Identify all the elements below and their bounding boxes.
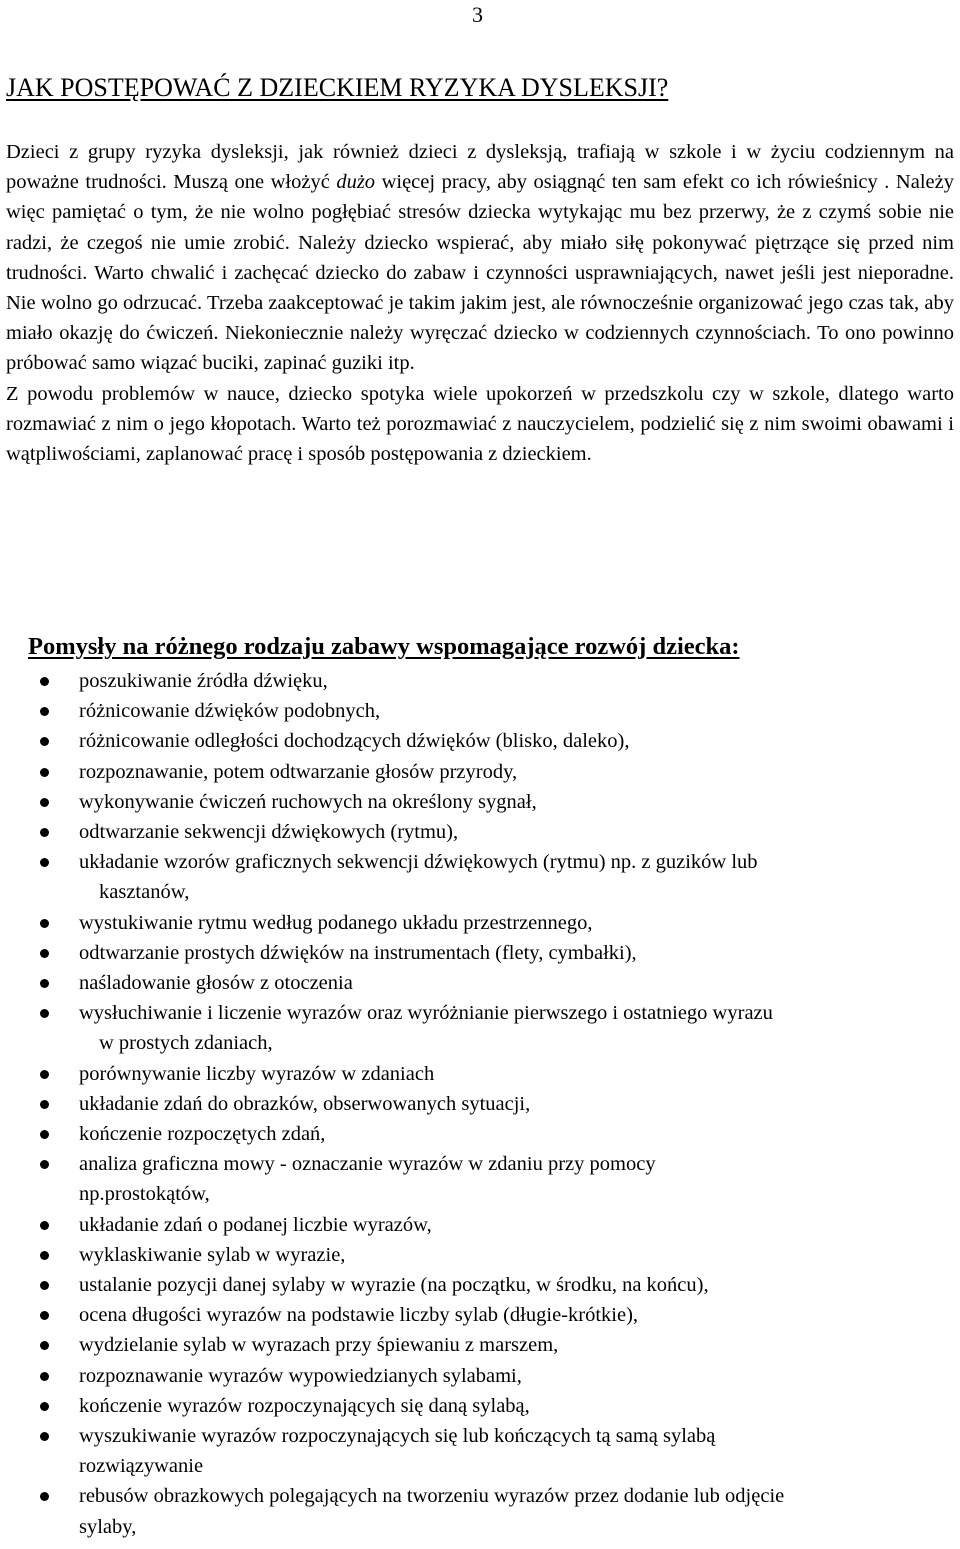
bullet-icon bbox=[40, 1281, 49, 1290]
bullet-icon bbox=[40, 1311, 49, 1320]
list-item bbox=[0, 1240, 960, 1270]
list-item bbox=[0, 1421, 960, 1481]
list-item bbox=[0, 938, 960, 968]
bullet-icon bbox=[40, 979, 49, 988]
intro-part-1: Dzieci z grupy ryzyka dysleksji, jak również dzieci z dysleksją, trafiają w szkole i w życiu codziennym na poważne trudności. Muszą one włożyć bbox=[6, 141, 954, 194]
list-item bbox=[0, 787, 960, 817]
bullet-icon bbox=[40, 858, 49, 867]
list-item-text: porównywanie liczby wyrazów w zdaniach bbox=[79, 1062, 435, 1085]
list-item-text: wystukiwanie rytmu według podanego układu przestrzennego, bbox=[79, 911, 593, 934]
bullet-icon bbox=[40, 828, 49, 837]
intro-paragraph-2: Z powodu problemów w nauce, dziecko spotyka wiele upokorzeń w przedszkolu czy w szkole, dlatego warto rozmawiać z nim o jego kłopotach. Warto też porozmawiać z nauczycielem, podzielić się z nim swoimi obawami i wątpliwościami, zaplanować pracę i sposób postępowania z dzieckiem. bbox=[6, 382, 954, 466]
list-item bbox=[0, 1059, 960, 1089]
list-item bbox=[0, 1270, 960, 1300]
list-item-text: ustalanie pozycji danej sylaby w wyrazie (na początku, w środku, na końcu), bbox=[79, 1274, 709, 1297]
bullet-icon bbox=[40, 949, 49, 958]
intro-paragraph-1 bbox=[6, 137, 954, 379]
bullet-icon bbox=[40, 1251, 49, 1260]
list-item-continuation: w prostych zdaniach, bbox=[99, 1032, 273, 1055]
list-item-text: rozpoznawanie, potem odtwarzanie głosów przyrody, bbox=[79, 760, 518, 783]
list-item-text: naśladowanie głosów z otoczenia bbox=[79, 972, 353, 995]
list-item bbox=[0, 908, 960, 938]
list-item-continuation: kasztanów, bbox=[99, 881, 190, 904]
list-item-text: poszukiwanie źródła dźwięku, bbox=[79, 670, 328, 692]
list-item-continuation: rozwiązywanie bbox=[79, 1455, 204, 1478]
list-item bbox=[0, 1210, 960, 1240]
bullet-icon bbox=[40, 1432, 49, 1441]
list-item-text: wysłuchiwanie i liczenie wyrazów oraz wyróżnianie pierwszego i ostatniego wyrazu bbox=[79, 1002, 773, 1025]
list-item bbox=[0, 1089, 960, 1119]
list-item-text: wykonywanie ćwiczeń ruchowych na określony sygnał, bbox=[79, 790, 537, 813]
list-item-text: różnicowanie dźwięków podobnych, bbox=[79, 700, 381, 723]
list-item-text: odtwarzanie prostych dźwięków na instrumentach (flety, cymbałki), bbox=[79, 941, 637, 964]
bullet-icon bbox=[40, 768, 49, 777]
list-item-text: rebusów obrazkowych polegających na tworzeniu wyrazów przez dodanie lub odjęcie bbox=[79, 1485, 785, 1508]
list-item-text: układanie zdań o podanej liczbie wyrazów, bbox=[79, 1213, 432, 1236]
list-item-text: odtwarzanie sekwencji dźwiękowych (rytmu), bbox=[79, 821, 459, 844]
list-item-text: ocena długości wyrazów na podstawie liczby sylab (długie-krótkie), bbox=[79, 1304, 639, 1327]
list-item bbox=[0, 757, 960, 787]
page-heading: JAK POSTĘPOWAĆ Z DZIECKIEM RYZYKA DYSLEKSJI? bbox=[6, 73, 669, 102]
list-item bbox=[0, 847, 960, 907]
list-item-text: kończenie rozpoczętych zdań, bbox=[79, 1123, 326, 1146]
list-item-text: wydzielanie sylab w wyrazach przy śpiewaniu z marszem, bbox=[79, 1334, 559, 1357]
bullet-icon bbox=[40, 1221, 49, 1230]
bullet-icon bbox=[40, 798, 49, 807]
bullet-icon bbox=[40, 1100, 49, 1109]
intro-part-2: więcej pracy, aby osiągnąć ten sam efekt co ich rówieśnicy . Należy więc pamiętać o tym, że nie wolno pogłębiać stresów dziecka wytykając mu bez przerwy, że z czymś sobie nie radzi, że czegoś nie umie zrobić. Należy dziecko wspierać, aby miało siłę pokonywać piętrzące się przed nim trudności. Warto chwalić i zachęcać dziecko do zabaw i czynności usprawniających, nawet jeśli jest nieporadne. Nie wolno go odrzucać. Trzeba zaakceptować je takim jakim jest, ale równocześnie organizować jego czas tak, aby miało okazję do ćwiczeń. Niekoniecznie należy wyręczać dziecko w codziennych czynnościach. To ono powinno próbować samo wiązać buciki, zapinać guziki itp. bbox=[6, 171, 954, 375]
bullet-icon bbox=[40, 1372, 49, 1381]
list-item bbox=[0, 1300, 960, 1330]
list-item bbox=[0, 968, 960, 998]
list-item-continuation: sylaby, bbox=[79, 1515, 137, 1538]
list-item bbox=[0, 1481, 960, 1541]
list-item bbox=[0, 1119, 960, 1149]
list-item-text: analiza graficzna mowy - oznaczanie wyrazów w zdaniu przy pomocy bbox=[79, 1153, 656, 1176]
list-item bbox=[0, 998, 960, 1058]
list-item-text: rozpoznawanie wyrazów wypowiedzianych sylabami, bbox=[79, 1364, 522, 1387]
list-item-text: układanie wzorów graficznych sekwencji dźwiękowych (rytmu) np. z guzików lub bbox=[79, 851, 758, 874]
page-number: 3 bbox=[472, 2, 483, 27]
list-item bbox=[0, 1330, 960, 1360]
list-item bbox=[0, 1361, 960, 1391]
bullet-icon bbox=[40, 737, 49, 746]
list-item bbox=[0, 726, 960, 756]
list-item bbox=[0, 666, 960, 696]
list-item-text: układanie zdań do obrazków, obserwowanych sytuacji, bbox=[79, 1092, 531, 1115]
list-item bbox=[0, 696, 960, 726]
list-item bbox=[0, 817, 960, 847]
list-item-text: wyklaskiwanie sylab w wyrazie, bbox=[79, 1243, 346, 1266]
bullet-icon bbox=[40, 707, 49, 716]
intro-text bbox=[6, 137, 954, 469]
list-item-text: różnicowanie odległości dochodzących dźwięków (blisko, daleko), bbox=[79, 730, 630, 753]
list-item-text: kończenie wyrazów rozpoczynających się daną sylabą, bbox=[79, 1394, 530, 1417]
list-item-text: wyszukiwanie wyrazów rozpoczynających się lub kończących tą samą sylabą bbox=[79, 1425, 716, 1448]
bullet-icon bbox=[40, 1009, 49, 1018]
bullet-icon bbox=[40, 1492, 49, 1501]
bullet-icon bbox=[40, 1070, 49, 1079]
list-item-continuation: np.prostokątów, bbox=[79, 1183, 210, 1206]
ideas-list bbox=[0, 666, 960, 1542]
list-item bbox=[0, 1391, 960, 1421]
bullet-icon bbox=[40, 1341, 49, 1350]
bullet-icon bbox=[40, 1130, 49, 1139]
bullet-icon bbox=[40, 919, 49, 928]
intro-emphasis: dużo bbox=[336, 171, 376, 194]
bullet-icon bbox=[40, 1160, 49, 1169]
ideas-title: Pomysły na różnego rodzaju zabawy wspomagające rozwój dziecka: bbox=[28, 633, 740, 660]
bullet-icon bbox=[40, 1402, 49, 1411]
bullet-icon bbox=[40, 677, 49, 686]
list-item bbox=[0, 1149, 960, 1209]
